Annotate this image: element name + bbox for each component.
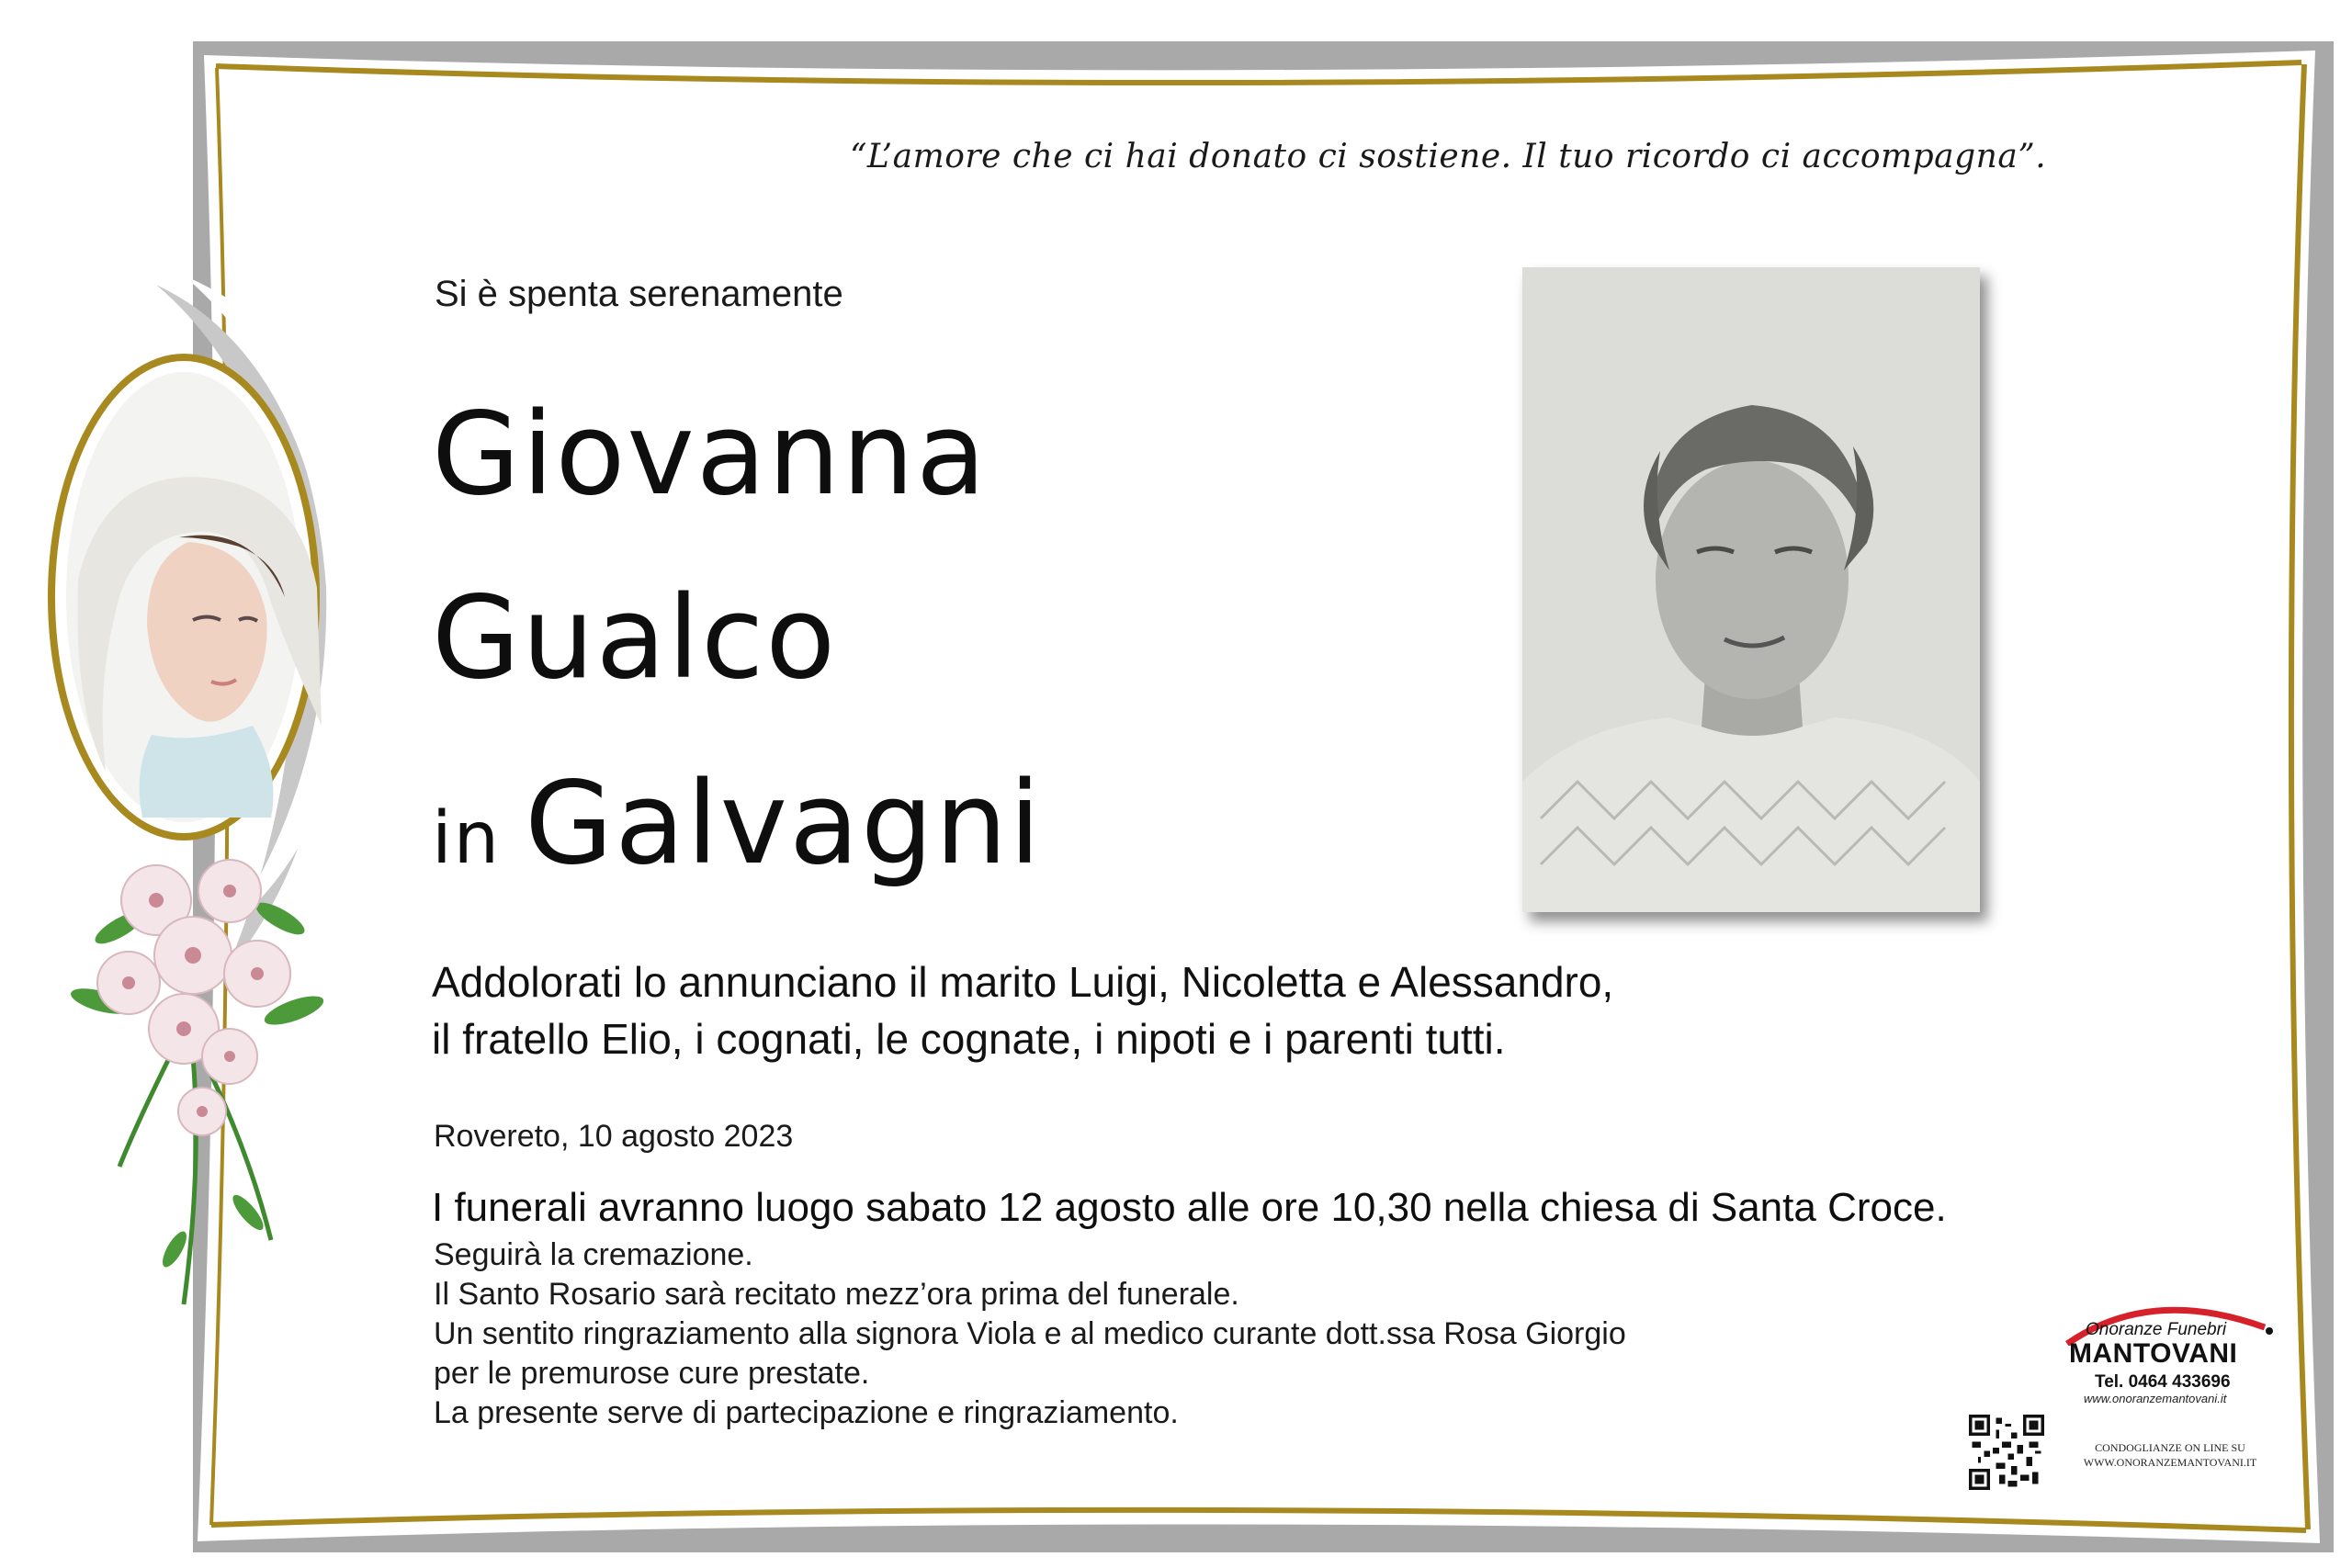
funeral-details: [434, 1235, 1626, 1433]
deceased-first-name: Giovanna: [432, 389, 988, 521]
detail-line: per le premurose cure prestate.: [434, 1356, 870, 1391]
intro-line: Si è spenta serenamente: [435, 274, 843, 314]
qr-code-icon: [1969, 1415, 2044, 1490]
detail-line: La presente serve di partecipazione e ringraziamento.: [434, 1395, 1179, 1430]
condolences-line: CONDOGLIANZE ON LINE SU: [2095, 1441, 2245, 1454]
detail-line: Seguirà la cremazione.: [434, 1237, 753, 1272]
funeral-home-logo: [2049, 1291, 2283, 1410]
deceased-married-name: [432, 758, 1043, 890]
flower-bouquet: [64, 818, 331, 1314]
funeral-info: I funerali avranno luogo sabato 12 agosto alle ore 10,30 nella chiesa di Santa Croce.: [432, 1185, 1947, 1230]
detail-line: Il Santo Rosario sarà recitato mezz’ora prima del funerale.: [434, 1277, 1239, 1312]
madonna-portrait: [41, 340, 345, 854]
logo-brand: MANTOVANI: [2069, 1338, 2238, 1369]
logo-title: Onoranze Funebri: [2086, 1320, 2227, 1339]
announcement-line: il fratello Elio, i cognati, le cognate, i nipoti e i parenti tutti.: [432, 1015, 1506, 1063]
place-date: Rovereto, 10 agosto 2023: [434, 1119, 794, 1154]
married-prefix: in: [432, 797, 502, 880]
deceased-last-name: Gualco: [432, 572, 838, 705]
online-condolences: [2051, 1440, 2290, 1470]
memorial-quote: “L’amore che ci hai donato ci sostiene. Il tuo ricordo ci accompagna”.: [850, 138, 2047, 175]
married-surname: Galvagni: [525, 758, 1043, 890]
detail-line: Un sentito ringraziamento alla signora Viola e al medico curante dott.ssa Rosa Giorgio: [434, 1316, 1626, 1351]
logo-website: www.onoranzemantovani.it: [2084, 1392, 2227, 1405]
logo-phone: Tel. 0464 433696: [2095, 1372, 2231, 1392]
condolences-url: WWW.ONORANZEMANTOVANI.IT: [2083, 1456, 2257, 1469]
announcement: [432, 953, 1718, 1067]
announcement-line: Addolorati lo annunciano il marito Luigi, Nicoletta e Alessandro,: [432, 958, 1614, 1006]
deceased-photo: [1522, 267, 1980, 912]
